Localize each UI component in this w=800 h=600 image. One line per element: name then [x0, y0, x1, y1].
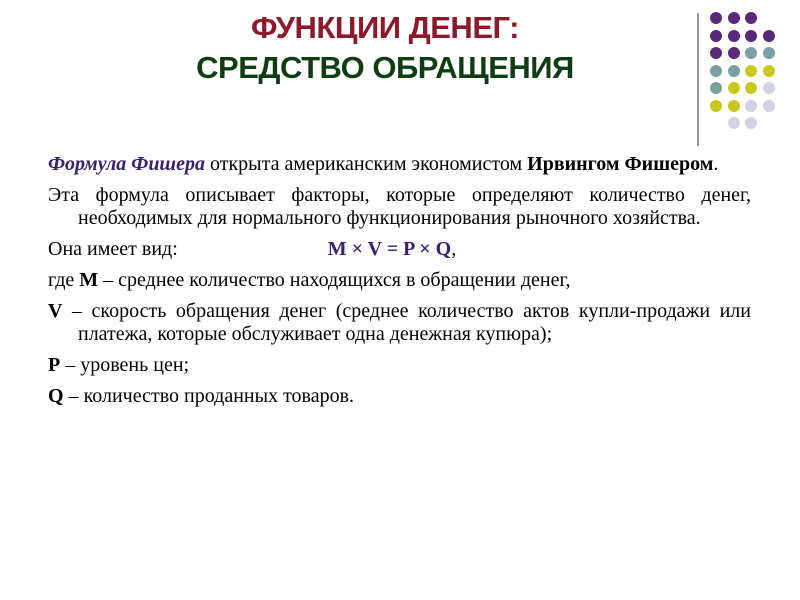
definition-v	[48, 300, 751, 346]
decorative-dot	[710, 82, 722, 94]
paragraph-fisher-formula	[48, 153, 751, 176]
paragraph-text: открыта американским экономистом	[204, 153, 528, 175]
title-line-1: ФУНКЦИИ ДЕНЕГ:	[250, 10, 519, 45]
decorative-dot	[763, 65, 775, 77]
definition-m-text: – среднее количество находящихся в обращении денег,	[98, 269, 571, 291]
decorative-dot	[728, 12, 740, 24]
decorative-dot	[728, 82, 740, 94]
decorative-dot	[745, 30, 757, 42]
fisher-formula-term: Формула Фишера	[48, 153, 205, 175]
formula-end: ,	[451, 238, 457, 260]
decorative-dot	[710, 65, 722, 77]
paragraph-formula	[48, 238, 751, 261]
decorative-dot	[745, 117, 757, 129]
definition-p-text: – уровень цен;	[60, 354, 190, 376]
decorative-dot	[710, 30, 722, 42]
decorative-dot	[728, 65, 740, 77]
decorative-dot	[710, 100, 722, 112]
decorative-dot	[745, 12, 757, 24]
formula-intro: Она имеет вид:	[48, 238, 178, 260]
definition-prefix: где	[48, 269, 80, 291]
decorative-dot	[728, 47, 740, 59]
title-line-2: СРЕДСТВО ОБРАЩЕНИЯ	[196, 50, 574, 85]
paragraph-description: Эта формула описывает факторы, которые определяют количество денег, необходимых для нормального функционирования рыночного хозяйства.	[48, 184, 751, 229]
decorative-dot	[745, 82, 757, 94]
fisher-equation: M × V = P × Q	[327, 238, 452, 260]
decorative-dot	[763, 100, 775, 112]
decorative-dot	[728, 100, 740, 112]
definition-q-text: – количество проданных товаров.	[63, 385, 355, 407]
paragraph-end: .	[713, 153, 719, 175]
definition-q	[48, 385, 751, 408]
decorative-dot	[728, 117, 740, 129]
definition-p	[48, 354, 751, 377]
definition-v-text: – скорость обращения денег (среднее количество актов купли-продажи или платежа, которые обслуживает одна денежная купюра);	[62, 300, 751, 345]
decorative-dot	[745, 100, 757, 112]
decorative-dot-grid	[710, 12, 780, 132]
decorative-dot	[763, 30, 775, 42]
slide-body	[48, 153, 751, 416]
decorative-dot	[763, 47, 775, 59]
slide-title	[100, 8, 670, 88]
symbol-q: Q	[48, 385, 64, 407]
symbol-m: M	[79, 269, 99, 291]
fisher-name: Ирвингом Фишером	[527, 153, 714, 175]
symbol-v: V	[48, 300, 63, 322]
decorative-dot	[745, 65, 757, 77]
symbol-p: P	[48, 354, 61, 376]
decorative-divider	[697, 13, 699, 146]
definition-m	[48, 269, 751, 292]
decorative-dot	[710, 47, 722, 59]
decorative-dot	[710, 12, 722, 24]
decorative-dot	[728, 30, 740, 42]
decorative-dot	[763, 82, 775, 94]
decorative-dot	[745, 47, 757, 59]
